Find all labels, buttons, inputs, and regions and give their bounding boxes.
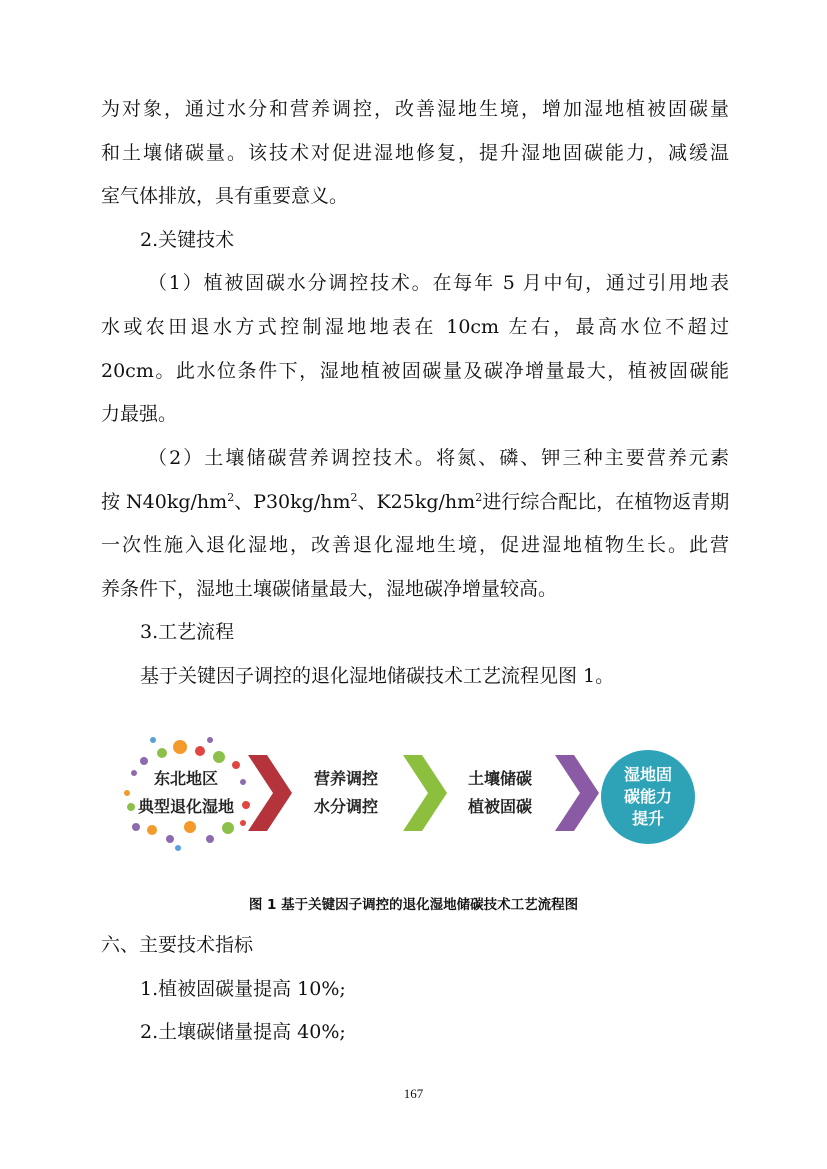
flow-arrow-green [403, 755, 447, 831]
flow-start-line1: 东北地区 [153, 769, 219, 788]
flow-start-line2: 典型退化湿地 [137, 797, 235, 816]
flow-arrow-red [248, 755, 292, 831]
paragraph-line: （1）植被固碳水分调控技术。在每年 5 月中旬，通过引用地表 [148, 272, 729, 294]
paragraph-line: 室气体排放，具有重要意义。 [101, 185, 349, 207]
flow-result-line1: 湿地固 [623, 765, 673, 784]
page-number: 167 [403, 1086, 424, 1101]
paragraph-line-formula: 按 $N40kg/hm^2$、$P30kg/hm^2$、$K25kg/hm^2$进行综合配比，在植物返青期 [101, 491, 730, 513]
paragraph-line: 为对象，通过水分和营养调控，改善湿地生境，增加湿地植被固碳量 [101, 98, 729, 120]
paragraph-line: 养条件下，湿地土壤碳储量最大，湿地碳净增量较高。 [101, 578, 558, 600]
paragraph-line: （2）土壤储碳营养调控技术。将氮、磷、钾三种主要营养元素 [148, 447, 729, 469]
section-heading-main-indicators: 六、主要技术指标 [101, 934, 254, 956]
indicator-item: 1.植被固碳量提高 10%; [140, 978, 346, 1000]
flow-step1-line2: 水分调控 [313, 797, 379, 816]
indicator-item: 2.土壤碳储量提高 40%; [140, 1021, 346, 1043]
process-flow-diagram [120, 735, 710, 855]
paragraph-line: 力最强。 [101, 403, 178, 425]
flow-result-line2: 碳能力 [623, 787, 673, 806]
paragraph-line: 一次性施入退化湿地，改善退化湿地生境，促进湿地植物生长。此营 [101, 534, 729, 556]
section-heading-process: 3.工艺流程 [140, 621, 235, 643]
paragraph-line: 基于关键因子调控的退化湿地储碳技术工艺流程见图 1。 [140, 665, 615, 687]
section-heading-key-tech: 2.关键技术 [140, 229, 235, 251]
paragraph-line: 水或农田退水方式控制湿地地表在 10cm 左右，最高水位不超过 [101, 316, 729, 338]
figure-caption: 图 1 基于关键因子调控的退化湿地储碳技术工艺流程图 [248, 897, 579, 913]
flow-result-line3: 提升 [631, 809, 665, 828]
flow-arrow-purple [555, 755, 599, 831]
paragraph-line: 20cm。此水位条件下，湿地植被固碳量及碳净增量最大，植被固碳能 [101, 360, 729, 382]
paragraph-line: 和土壤储碳量。该技术对促进湿地修复，提升湿地固碳能力，减缓温 [101, 142, 729, 164]
flow-step2-line1: 土壤储碳 [467, 769, 533, 788]
decorative-dots [124, 737, 250, 851]
flow-step2-line2: 植被固碳 [467, 797, 533, 816]
flow-step1-line1: 营养调控 [313, 769, 379, 788]
